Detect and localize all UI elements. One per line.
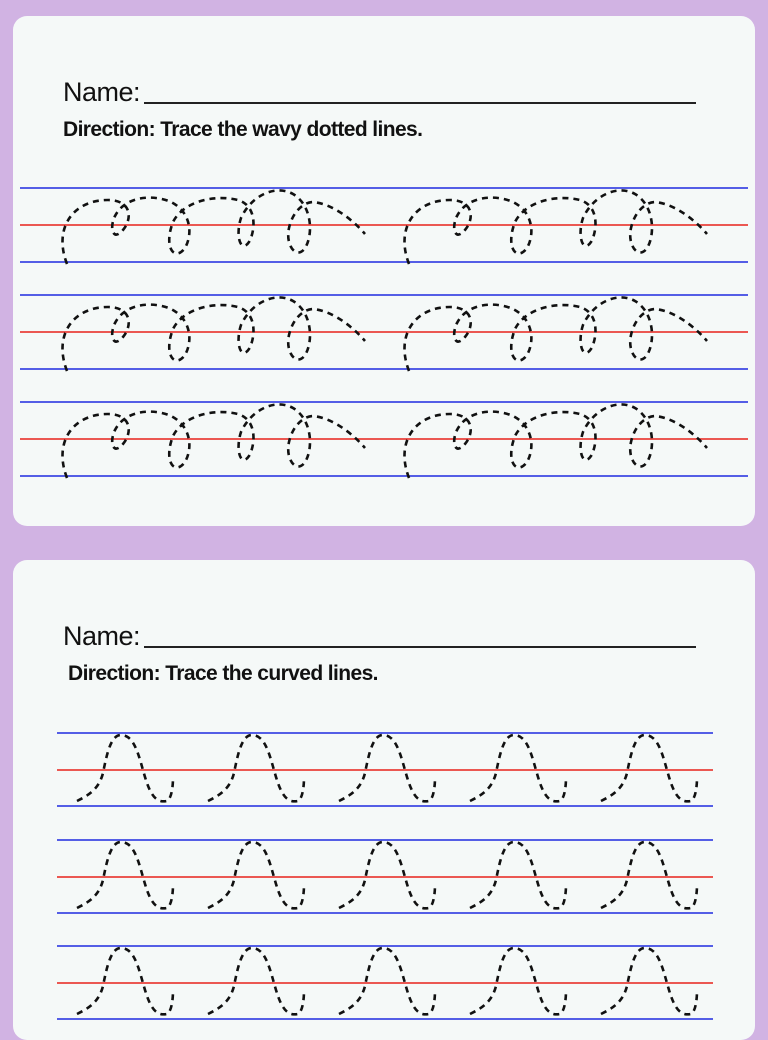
name-label: Name: xyxy=(63,621,141,651)
direction-text: Direction: Trace the curved lines. xyxy=(68,662,378,685)
tracing-area-wavy[interactable] xyxy=(13,16,755,526)
wavy-trace-pattern xyxy=(404,190,707,264)
wavy-trace-pattern xyxy=(62,404,365,478)
curved-trace-pattern xyxy=(77,735,173,801)
name-label: Name: xyxy=(63,77,141,107)
curved-trace-pattern xyxy=(77,948,173,1014)
curved-trace-pattern xyxy=(470,735,566,801)
curved-trace-pattern xyxy=(208,735,304,801)
worksheet-card-curved xyxy=(13,560,755,1040)
curved-trace-pattern xyxy=(77,842,173,908)
tracing-area-curved[interactable] xyxy=(13,560,755,1040)
curved-trace-pattern xyxy=(470,948,566,1014)
curved-trace-pattern xyxy=(339,842,435,908)
curved-trace-pattern xyxy=(601,735,697,801)
direction-text: Direction: Trace the wavy dotted lines. xyxy=(63,118,423,141)
wavy-trace-pattern xyxy=(404,297,707,371)
curved-trace-pattern xyxy=(339,948,435,1014)
curved-trace-pattern xyxy=(208,842,304,908)
wavy-trace-pattern xyxy=(62,297,365,371)
worksheet-card-wavy xyxy=(13,16,755,526)
wavy-trace-pattern xyxy=(62,190,365,264)
curved-trace-pattern xyxy=(601,948,697,1014)
curved-trace-pattern xyxy=(208,948,304,1014)
wavy-trace-pattern xyxy=(404,404,707,478)
curved-trace-pattern xyxy=(339,735,435,801)
curved-trace-pattern xyxy=(470,842,566,908)
curved-trace-pattern xyxy=(601,842,697,908)
